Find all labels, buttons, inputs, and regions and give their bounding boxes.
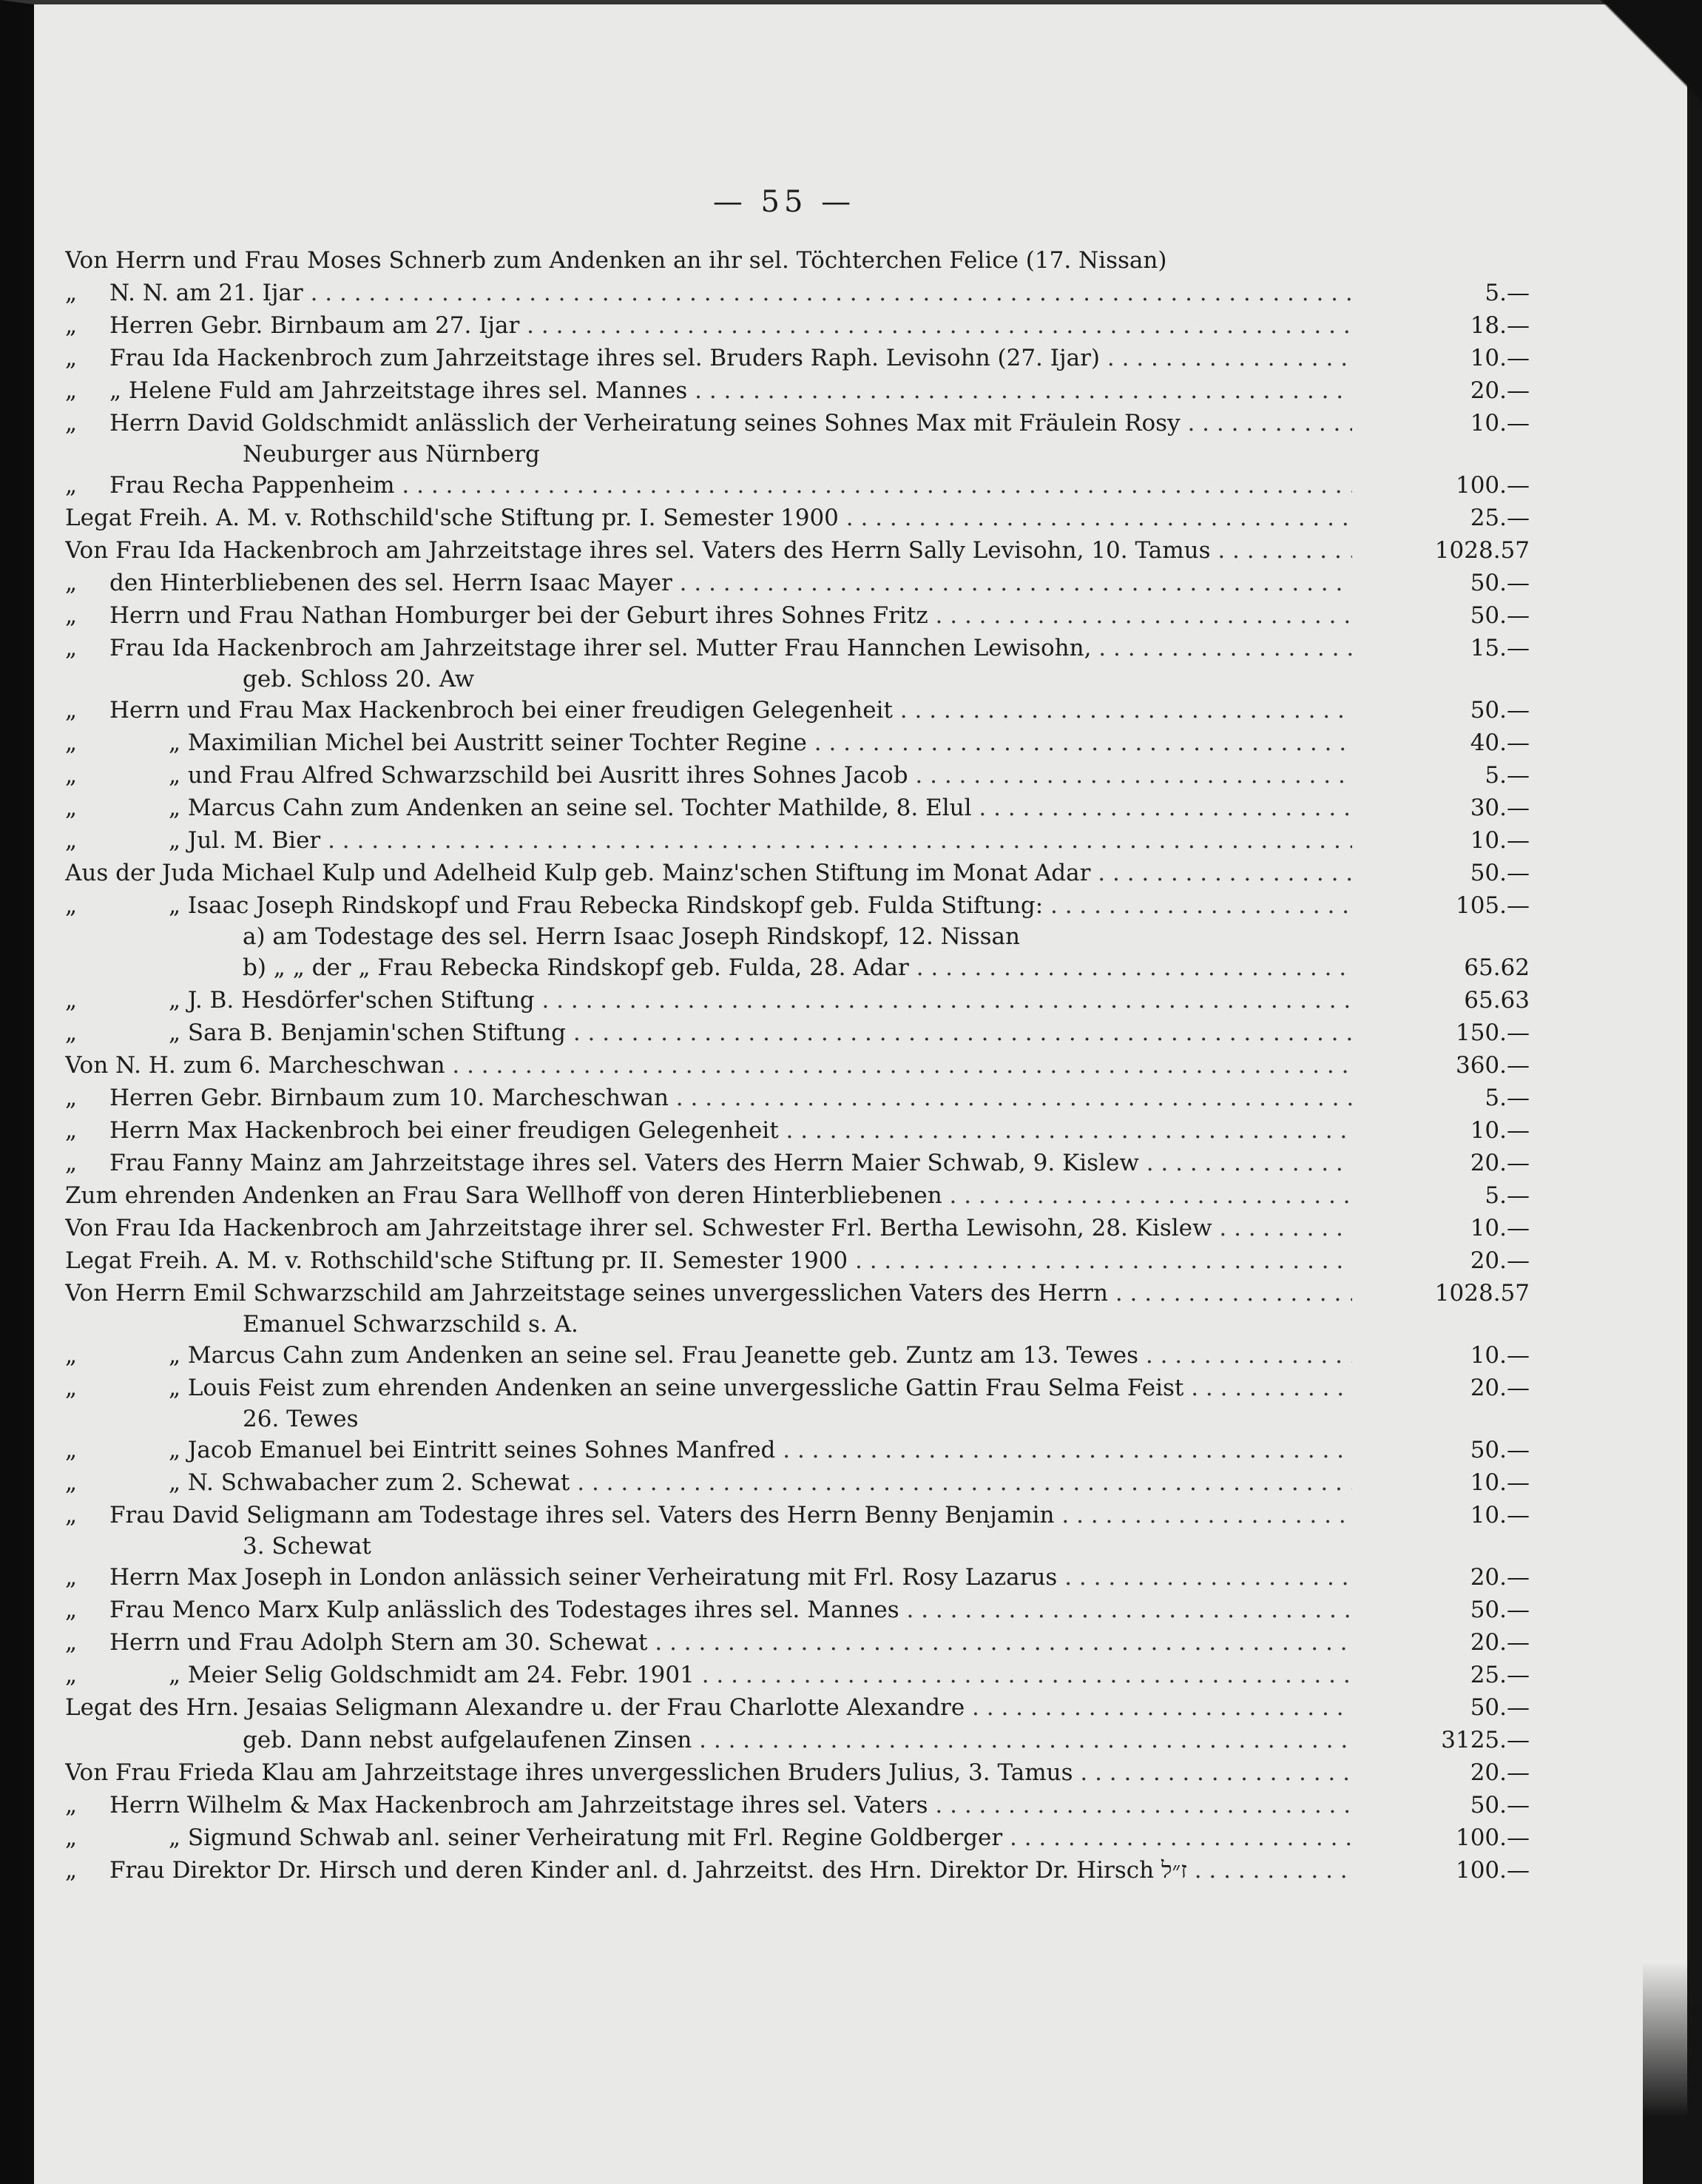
entry-text: b) „ „ der „ Frau Rebecka Rindskopf geb. Fulda, 28. Adar . . . xyxy=(243,951,1352,984)
ditto-mark: „ xyxy=(65,1564,78,1591)
entry-text: „ Jacob Emanuel bei Eintritt seines Sohnes Manfred . . . xyxy=(169,1434,1352,1466)
entry-text: Herrn Max Hackenbroch bei einer freudigen Gelegenheit . . . xyxy=(109,1114,1352,1147)
entry-amount: 1028.57 xyxy=(1434,537,1530,564)
ditto-mark: „ xyxy=(65,1117,78,1144)
entry-amount: 5.— xyxy=(1485,1182,1530,1209)
entry-amount: 105.— xyxy=(1455,892,1530,919)
entry-amount: 25.— xyxy=(1470,505,1530,531)
ledger-row xyxy=(65,1724,1633,1756)
entry-amount: 10.— xyxy=(1470,1342,1530,1369)
ledger-row xyxy=(65,439,1633,469)
ledger-row xyxy=(65,1212,1633,1244)
ditto-mark: „ xyxy=(65,1375,78,1401)
entry-text: Von Frau Frieda Klau am Jahrzeitstage ihres unvergesslichen Bruders Julius, 3. Tamus . . . xyxy=(65,1756,1352,1789)
entry-text: Herrn und Frau Max Hackenbroch bei einer freudigen Gelegenheit . . . xyxy=(109,694,1352,727)
ditto-mark: „ xyxy=(65,1824,78,1851)
entry-text: Aus der Juda Michael Kulp und Adelheid Kulp geb. Mainz'schen Stiftung im Monat Adar . . . xyxy=(65,857,1352,889)
ditto-mark: „ xyxy=(65,1502,78,1529)
entry-text: geb. Dann nebst aufgelaufenen Zinsen . . . xyxy=(243,1724,1352,1756)
ledger-row xyxy=(65,792,1633,824)
entry-text: Zum ehrenden Andenken an Frau Sara Wellhoff von deren Hinterbliebenen . . . xyxy=(65,1179,1352,1212)
entry-amount: 65.62 xyxy=(1464,954,1530,981)
ditto-mark: „ xyxy=(65,1150,78,1176)
entry-amount: 100.— xyxy=(1455,1824,1530,1851)
ledger-row xyxy=(65,727,1633,759)
donation-ledger xyxy=(65,244,1633,1887)
ditto-mark: „ xyxy=(65,1857,78,1884)
ledger-row xyxy=(65,824,1633,857)
entry-amount: 20.— xyxy=(1470,1150,1530,1176)
ledger-row xyxy=(65,342,1633,374)
ledger-row xyxy=(65,1561,1633,1594)
entry-amount: 20.— xyxy=(1470,1564,1530,1591)
ledger-row xyxy=(65,984,1633,1017)
entry-amount: 3125.— xyxy=(1441,1727,1530,1753)
entry-amount: 5.— xyxy=(1485,1085,1530,1111)
entry-text: Frau Recha Pappenheim . . . xyxy=(109,469,1352,502)
entry-text: „ und Frau Alfred Schwarzschild bei Ausritt ihres Sohnes Jacob . . . xyxy=(169,759,1352,792)
ledger-row xyxy=(65,244,1633,277)
entry-amount: 1028.57 xyxy=(1434,1280,1530,1307)
entry-amount: 20.— xyxy=(1470,1375,1530,1401)
ledger-row xyxy=(65,759,1633,792)
entry-amount: 150.— xyxy=(1455,1019,1530,1046)
entry-text: „ Sigmund Schwab anl. seiner Verheiratung mit Frl. Regine Goldberger . . . xyxy=(169,1821,1352,1854)
ledger-row xyxy=(65,599,1633,632)
ditto-mark: „ xyxy=(65,892,78,919)
ledger-row xyxy=(65,1821,1633,1854)
ledger-row xyxy=(65,1404,1633,1434)
ditto-mark: „ xyxy=(65,280,78,306)
ledger-row xyxy=(65,694,1633,727)
entry-amount: 100.— xyxy=(1455,1857,1530,1884)
ledger-row xyxy=(65,407,1633,439)
entry-text: „ Sara B. Benjamin'schen Stiftung . . . xyxy=(169,1017,1352,1049)
entry-text: Von N. H. zum 6. Marcheschwan . . . xyxy=(65,1049,1352,1082)
entry-amount: 10.— xyxy=(1470,1469,1530,1496)
entry-text: „ J. B. Hesdörfer'schen Stiftung . . . xyxy=(169,984,1352,1017)
entry-text: a) am Todestage des sel. Herrn Isaac Joseph Rindskopf, 12. Nissan xyxy=(243,923,1020,950)
ledger-row xyxy=(65,1244,1633,1277)
entry-text: N. N. am 21. Ijar . . . xyxy=(109,277,1352,309)
entry-amount: 20.— xyxy=(1470,1247,1530,1274)
ditto-mark: „ xyxy=(65,1629,78,1656)
ledger-row xyxy=(65,1114,1633,1147)
ledger-row xyxy=(65,922,1633,951)
entry-text: Frau Direktor Dr. Hirsch und deren Kinder anl. d. Jahrzeitst. des Hrn. Direktor Dr. Hirsch ז״ל . . . xyxy=(109,1854,1352,1887)
entry-text: Herrn Max Joseph in London anlässich seiner Verheiratung mit Frl. Rosy Lazarus . . . xyxy=(109,1561,1352,1594)
ledger-row xyxy=(65,1466,1633,1499)
ditto-mark: „ xyxy=(65,795,78,821)
ledger-row xyxy=(65,889,1633,922)
entry-text: „ Isaac Joseph Rindskopf und Frau Rebecka Rindskopf geb. Fulda Stiftung: . . . xyxy=(169,889,1352,922)
entry-text: den Hinterbliebenen des sel. Herrn Isaac Mayer . . . xyxy=(109,567,1352,599)
ditto-mark: „ xyxy=(65,1342,78,1369)
entry-amount: 10.— xyxy=(1470,1215,1530,1241)
ledger-row xyxy=(65,1277,1633,1310)
ditto-mark: „ xyxy=(65,312,78,339)
entry-amount: 18.— xyxy=(1470,312,1530,339)
ledger-row xyxy=(65,502,1633,534)
ledger-row xyxy=(65,1499,1633,1531)
entry-text: Von Frau Ida Hackenbroch am Jahrzeitstage ihres sel. Vaters des Herrn Sally Levisohn, 10. Tamus . . . xyxy=(65,534,1352,567)
entry-amount: 40.— xyxy=(1470,729,1530,756)
ledger-row xyxy=(65,1756,1633,1789)
ledger-row xyxy=(65,1626,1633,1659)
ledger-row xyxy=(65,1531,1633,1561)
entry-amount: 50.— xyxy=(1470,1792,1530,1819)
entry-text: Legat Freih. A. M. v. Rothschild'sche Stiftung pr. I. Semester 1900 . . . xyxy=(65,502,1352,534)
ditto-mark: „ xyxy=(65,1469,78,1496)
ledger-row xyxy=(65,374,1633,407)
entry-text: Frau Fanny Mainz am Jahrzeitstage ihres sel. Vaters des Herrn Maier Schwab, 9. Kislew . . . xyxy=(109,1147,1352,1179)
entry-text: „ Helene Fuld am Jahrzeitstage ihres sel. Mannes . . . xyxy=(109,374,1352,407)
entry-text: Legat des Hrn. Jesaias Seligmann Alexandre u. der Frau Charlotte Alexandre . . . xyxy=(65,1691,1352,1724)
entry-text: Von Herrn und Frau Moses Schnerb zum Andenken an ihr sel. Töchterchen Felice (17. Nissan) xyxy=(65,247,1167,274)
ditto-mark: „ xyxy=(65,345,78,371)
entry-text: 3. Schewat xyxy=(243,1533,371,1560)
entry-text: Herrn und Frau Nathan Homburger bei der Geburt ihres Sohnes Fritz . . . xyxy=(109,599,1352,632)
ledger-row xyxy=(65,1691,1633,1724)
entry-text: Frau Ida Hackenbroch am Jahrzeitstage ihrer sel. Mutter Frau Hannchen Lewisohn, . . . xyxy=(109,632,1352,664)
scan-corner-shadow xyxy=(1524,0,1702,178)
entry-amount: 10.— xyxy=(1470,345,1530,371)
ditto-mark: „ xyxy=(65,570,78,596)
ledger-row xyxy=(65,1434,1633,1466)
ditto-mark: „ xyxy=(65,1662,78,1688)
entry-text: Herren Gebr. Birnbaum zum 10. Marcheschwan . . . xyxy=(109,1082,1352,1114)
entry-amount: 5.— xyxy=(1485,280,1530,306)
ditto-mark: „ xyxy=(65,1085,78,1111)
entry-text: „ Maximilian Michel bei Austritt seiner Tochter Regine . . . xyxy=(169,727,1352,759)
entry-text: Herrn und Frau Adolph Stern am 30. Schewat . . . xyxy=(109,1626,1352,1659)
ledger-row xyxy=(65,1017,1633,1049)
ditto-mark: „ xyxy=(65,762,78,789)
ditto-mark: „ xyxy=(65,602,78,629)
ditto-mark: „ xyxy=(65,1792,78,1819)
entry-text: „ Jul. M. Bier . . . xyxy=(169,824,1352,857)
entry-amount: 10.— xyxy=(1470,1502,1530,1529)
ledger-row xyxy=(65,857,1633,889)
entry-text: Von Herrn Emil Schwarzschild am Jahrzeitstage seines unvergesslichen Vaters des Herrn . . . xyxy=(65,1277,1352,1310)
ledger-row xyxy=(65,1789,1633,1821)
entry-amount: 25.— xyxy=(1470,1662,1530,1688)
entry-text: Frau Menco Marx Kulp anlässlich des Todestages ihres sel. Mannes . . . xyxy=(109,1594,1352,1626)
entry-text: Herrn David Goldschmidt anlässlich der Verheiratung seines Sohnes Max mit Fräulein Rosy . . . xyxy=(109,407,1352,439)
entry-text: „ Louis Feist zum ehrenden Andenken an seine unvergessliche Gattin Frau Selma Feist . . . xyxy=(169,1372,1352,1404)
entry-amount: 360.— xyxy=(1455,1052,1530,1079)
entry-text: „ Marcus Cahn zum Andenken an seine sel. Tochter Mathilde, 8. Elul . . . xyxy=(169,792,1352,824)
entry-amount: 50.— xyxy=(1470,860,1530,886)
entry-text: Frau Ida Hackenbroch zum Jahrzeitstage ihres sel. Bruders Raph. Levisohn (27. Ijar) . . . xyxy=(109,342,1352,374)
entry-amount: 10.— xyxy=(1470,827,1530,854)
ditto-mark: „ xyxy=(65,729,78,756)
ledger-row xyxy=(65,951,1633,984)
entry-amount: 20.— xyxy=(1470,1629,1530,1656)
ledger-row xyxy=(65,632,1633,664)
ledger-row xyxy=(65,1339,1633,1372)
entry-text: geb. Schloss 20. Aw xyxy=(243,666,475,692)
entry-text: Von Frau Ida Hackenbroch am Jahrzeitstage ihrer sel. Schwester Frl. Bertha Lewisohn, 28. Kislew . . . xyxy=(65,1212,1352,1244)
entry-amount: 50.— xyxy=(1470,602,1530,629)
ledger-row xyxy=(65,534,1633,567)
ledger-row xyxy=(65,469,1633,502)
ditto-mark: „ xyxy=(65,635,78,661)
ditto-mark: „ xyxy=(65,377,78,404)
ditto-mark: „ xyxy=(65,1597,78,1623)
ledger-row xyxy=(65,1372,1633,1404)
ditto-mark: „ xyxy=(65,1019,78,1046)
entry-text: Emanuel Schwarzschild s. A. xyxy=(243,1311,578,1338)
entry-text: Herrn Wilhelm & Max Hackenbroch am Jahrzeitstage ihres sel. Vaters . . . xyxy=(109,1789,1352,1821)
entry-text: 26. Tewes xyxy=(243,1406,359,1432)
entry-text: „ Meier Selig Goldschmidt am 24. Febr. 1901 . . . xyxy=(169,1659,1352,1691)
ditto-mark: „ xyxy=(65,1437,78,1463)
ledger-row xyxy=(65,1854,1633,1887)
entry-amount: 50.— xyxy=(1470,1694,1530,1721)
entry-text: Frau David Seligmann am Todestage ihres sel. Vaters des Herrn Benny Benjamin . . . xyxy=(109,1499,1352,1531)
entry-amount: 65.63 xyxy=(1464,987,1530,1014)
entry-amount: 10.— xyxy=(1470,410,1530,437)
scan-corner-shadow-bottom xyxy=(1643,1962,1702,2184)
entry-text: „ N. Schwabacher zum 2. Schewat . . . xyxy=(169,1466,1352,1499)
page-number: — 55 — xyxy=(712,185,856,219)
ditto-mark: „ xyxy=(65,827,78,854)
ledger-row xyxy=(65,1082,1633,1114)
entry-text: Legat Freih. A. M. v. Rothschild'sche Stiftung pr. II. Semester 1900 . . . xyxy=(65,1244,1352,1277)
ledger-row xyxy=(65,1049,1633,1082)
entry-amount: 50.— xyxy=(1470,697,1530,724)
entry-amount: 30.— xyxy=(1470,795,1530,821)
entry-amount: 20.— xyxy=(1470,1759,1530,1786)
entry-amount: 10.— xyxy=(1470,1117,1530,1144)
ditto-mark: „ xyxy=(65,472,78,499)
ledger-row xyxy=(65,277,1633,309)
ledger-row xyxy=(65,1147,1633,1179)
ditto-mark: „ xyxy=(65,697,78,724)
ledger-row xyxy=(65,1659,1633,1691)
entry-text: „ Marcus Cahn zum Andenken an seine sel. Frau Jeanette geb. Zuntz am 13. Tewes . . . xyxy=(169,1339,1352,1372)
ledger-row xyxy=(65,567,1633,599)
ledger-row xyxy=(65,664,1633,694)
ledger-row xyxy=(65,1179,1633,1212)
ledger-row xyxy=(65,1310,1633,1339)
entry-amount: 50.— xyxy=(1470,570,1530,596)
ledger-row xyxy=(65,1594,1633,1626)
entry-amount: 50.— xyxy=(1470,1437,1530,1463)
entry-amount: 20.— xyxy=(1470,377,1530,404)
entry-amount: 15.— xyxy=(1470,635,1530,661)
entry-amount: 50.— xyxy=(1470,1597,1530,1623)
ditto-mark: „ xyxy=(65,987,78,1014)
entry-amount: 100.— xyxy=(1455,472,1530,499)
entry-amount: 5.— xyxy=(1485,762,1530,789)
entry-text: Neuburger aus Nürnberg xyxy=(243,441,540,468)
ledger-row xyxy=(65,309,1633,342)
entry-text: Herren Gebr. Birnbaum am 27. Ijar . . . xyxy=(109,309,1352,342)
ditto-mark: „ xyxy=(65,410,78,437)
